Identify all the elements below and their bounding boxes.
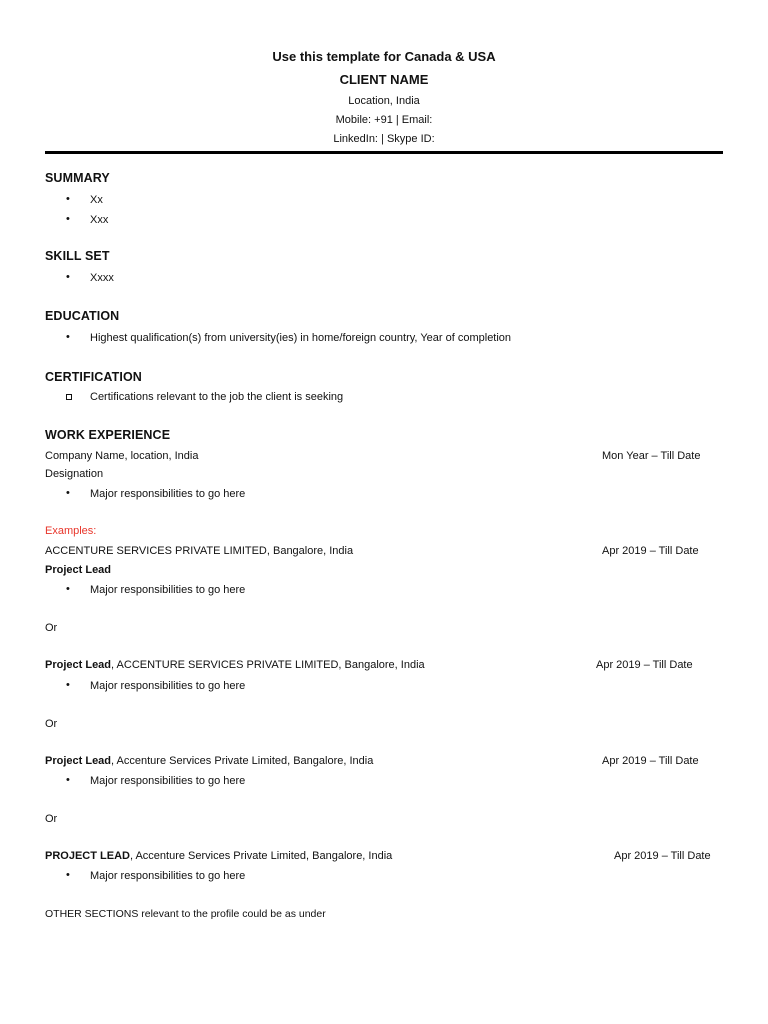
- summary-item: Xxx: [90, 214, 109, 226]
- certification-item: Certifications relevant to the job the client is seeking: [90, 391, 344, 403]
- contact-line: Mobile: +91 | Email:: [335, 114, 433, 126]
- example1-title: Project Lead: [45, 564, 112, 576]
- or-separator: Or: [45, 622, 58, 634]
- generic-designation: Designation: [45, 468, 104, 480]
- bullet-icon: •: [66, 331, 70, 343]
- certification-heading: CERTIFICATION: [45, 370, 142, 384]
- responsibility-item: Major responsibilities to go here: [90, 775, 246, 787]
- bullet-icon: •: [66, 774, 70, 786]
- example1-company-line: ACCENTURE SERVICES PRIVATE LIMITED, Bangalore, India: [45, 545, 354, 557]
- generic-dates: Mon Year – Till Date: [602, 450, 701, 462]
- examples-label: Examples:: [45, 525, 97, 537]
- or-separator: Or: [45, 718, 58, 730]
- generic-company-line: Company Name, location, India: [45, 450, 199, 462]
- or-separator: Or: [45, 813, 58, 825]
- education-item: Highest qualification(s) from university(ies) in home/foreign country, Year of completion: [90, 332, 512, 344]
- example1-dates: Apr 2019 – Till Date: [602, 545, 699, 557]
- example3-line: [45, 755, 373, 767]
- responsibility-item: Major responsibilities to go here: [90, 488, 246, 500]
- header-divider: [45, 151, 723, 154]
- links-line: LinkedIn: | Skype ID:: [333, 133, 435, 145]
- example3-company: , Accenture Services Private Limited, Bangalore, India: [111, 755, 374, 767]
- bullet-icon: •: [66, 679, 70, 691]
- example2-company: , ACCENTURE SERVICES PRIVATE LIMITED, Bangalore, India: [111, 659, 425, 671]
- square-bullet-icon: [66, 394, 72, 400]
- bullet-icon: •: [66, 271, 70, 283]
- example4-company: , Accenture Services Private Limited, Bangalore, India: [129, 850, 393, 862]
- bullet-icon: •: [66, 487, 70, 499]
- work-experience-heading: WORK EXPERIENCE: [45, 428, 171, 442]
- example4-line: [45, 850, 392, 862]
- skill-item: Xxxx: [90, 272, 114, 284]
- responsibility-item: Major responsibilities to go here: [90, 870, 246, 882]
- bullet-icon: •: [66, 869, 70, 881]
- bullet-icon: •: [66, 213, 70, 225]
- example2-title: Project Lead: [45, 659, 112, 671]
- example2-line: [45, 659, 425, 671]
- example2-dates: Apr 2019 – Till Date: [596, 659, 693, 671]
- bullet-icon: •: [66, 583, 70, 595]
- responsibility-item: Major responsibilities to go here: [90, 584, 246, 596]
- client-name: CLIENT NAME: [339, 72, 429, 87]
- template-note: Use this template for Canada & USA: [272, 49, 496, 64]
- example4-dates: Apr 2019 – Till Date: [614, 850, 711, 862]
- example4-title: PROJECT LEAD: [45, 850, 130, 862]
- education-heading: EDUCATION: [45, 309, 120, 323]
- bullet-icon: •: [66, 193, 70, 205]
- example3-title: Project Lead: [45, 755, 112, 767]
- summary-heading: SUMMARY: [45, 171, 110, 185]
- responsibility-item: Major responsibilities to go here: [90, 680, 246, 692]
- other-sections-note: OTHER SECTIONS relevant to the profile could be as under: [45, 908, 326, 920]
- client-location: Location, India: [348, 95, 420, 107]
- example3-dates: Apr 2019 – Till Date: [602, 755, 699, 767]
- skill-set-heading: SKILL SET: [45, 249, 110, 263]
- summary-item: Xx: [90, 194, 103, 206]
